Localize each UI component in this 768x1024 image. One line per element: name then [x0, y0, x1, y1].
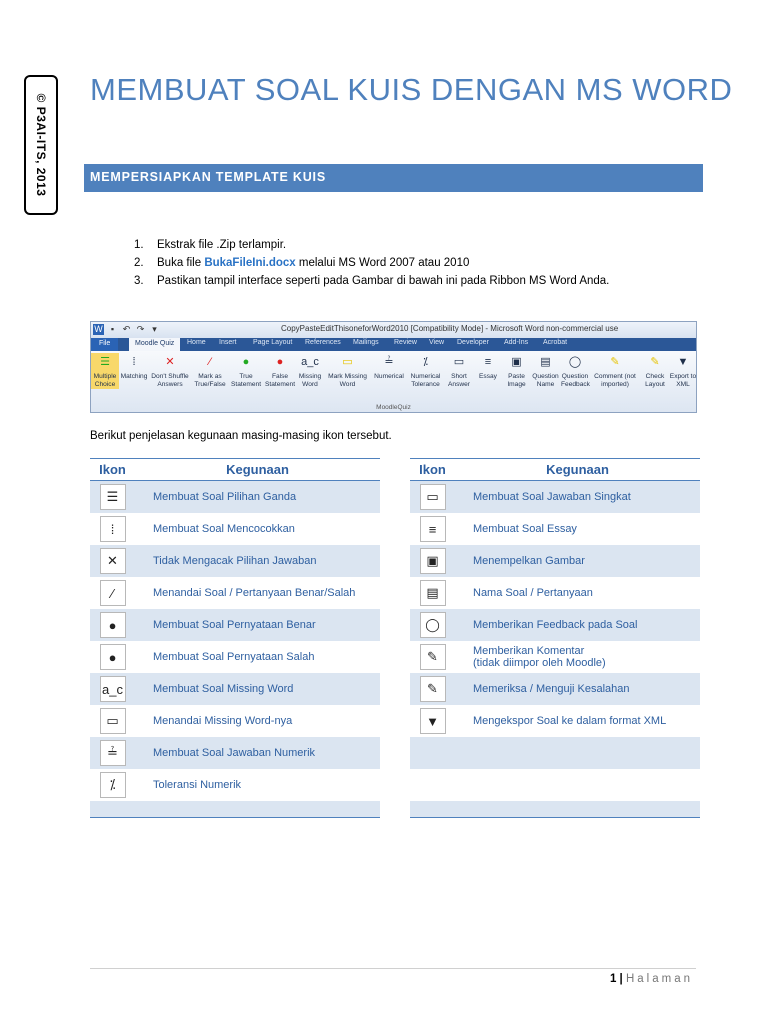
header-use: Kegunaan: [455, 459, 700, 481]
ribbon-button[interactable]: [669, 353, 697, 389]
page-footer: [610, 973, 693, 985]
false-statement-icon: ●: [276, 356, 284, 368]
ribbon-tab[interactable]: References: [305, 339, 341, 346]
icon-cell: [90, 513, 135, 545]
ribbon-button[interactable]: [119, 353, 149, 381]
ribbon-button[interactable]: [530, 353, 561, 389]
use-text: Membuat Soal Essay: [473, 523, 577, 535]
ribbon-button-label: True Statement: [230, 373, 262, 388]
short-answer-icon: ▭: [420, 484, 446, 510]
table-row: [410, 609, 700, 641]
ribbon-button-label: False Statement: [264, 373, 296, 388]
use-cell: [455, 545, 700, 577]
use-text: Memberikan Komentar: [473, 645, 585, 657]
export-icon: ▼: [677, 356, 689, 368]
ribbon-tab[interactable]: Add-Ins: [504, 339, 529, 346]
essay-icon: ≡: [484, 356, 492, 368]
export-icon: ▼: [420, 708, 446, 734]
true-false-icon: ⁄: [100, 580, 126, 606]
table-row: [90, 577, 380, 609]
icon-cell: [410, 769, 455, 801]
ribbon-button[interactable]: [323, 353, 372, 389]
matching-icon: ⁞: [100, 516, 126, 542]
icon-cell: [410, 705, 455, 737]
step-text: Ekstrak file .Zip terlampir.: [157, 239, 287, 251]
use-cell: [455, 513, 700, 545]
use-cell: [135, 609, 380, 641]
table-row: [90, 705, 380, 737]
ribbon-button[interactable]: [641, 353, 669, 389]
copyright-text: © P3AI-ITS, 2013: [34, 93, 48, 197]
icon-cell: [410, 609, 455, 641]
use-text: Tidak Mengacak Pilihan Jawaban: [153, 555, 317, 567]
ribbon-button-label: Numerical Tolerance: [410, 373, 441, 388]
question-name-icon: ▤: [420, 580, 446, 606]
footer-label: Halaman: [625, 973, 693, 985]
step-number: 2.: [134, 257, 144, 269]
quick-access-toolbar: [91, 322, 696, 338]
ribbon-tab[interactable]: Mailings: [353, 339, 379, 346]
steps-list: [134, 236, 609, 290]
ribbon-button-label: Don't Shuffle Answers: [151, 373, 189, 388]
use-text: Membuat Soal Pilihan Ganda: [153, 491, 297, 503]
table-row: [410, 513, 700, 545]
file-link[interactable]: BukaFileIni.docx: [204, 257, 296, 269]
ribbon-button-label: Short Answer: [448, 373, 470, 388]
paste-image-icon: ▣: [420, 548, 446, 574]
ribbon-tab[interactable]: Review: [394, 339, 417, 346]
use-text: Membuat Soal Mencocokkan: [153, 523, 295, 535]
step-text-pre: Buka file: [157, 257, 205, 269]
use-cell: [455, 673, 700, 705]
use-cell: [455, 481, 700, 514]
icon-cell: [410, 481, 455, 514]
table-row: [90, 769, 380, 801]
step-text: Pastikan tampil interface seperti pada Gambar di bawah ini pada Ribbon MS Word Anda.: [157, 275, 610, 287]
ribbon-button-label: Export to XML: [669, 373, 697, 388]
ribbon-tab[interactable]: Page Layout: [253, 339, 293, 346]
ribbon-button-label: Paste Image: [507, 373, 526, 388]
page-title: MEMBUAT SOAL KUIS DENGAN MS WORD: [90, 72, 733, 107]
use-cell: [455, 705, 700, 737]
table-row: [90, 737, 380, 769]
ribbon-tab[interactable]: Insert: [219, 339, 237, 346]
ribbon-tab[interactable]: Moodle Quiz: [129, 338, 180, 351]
icon-cell: [90, 609, 135, 641]
step-number: 1.: [134, 239, 144, 251]
ribbon-button[interactable]: [263, 353, 297, 389]
true-false-icon: ⁄: [209, 356, 211, 368]
icon-cell: [410, 577, 455, 609]
save-icon[interactable]: ▪: [110, 324, 115, 334]
use-cell: [135, 513, 380, 545]
table-row: [410, 481, 700, 514]
use-cell: [135, 577, 380, 609]
use-text: Menandai Missing Word-nya: [153, 715, 293, 727]
numerical-icon: ≟: [100, 740, 126, 766]
icon-cell: [90, 673, 135, 705]
icon-cell: [410, 673, 455, 705]
use-text: Toleransi Numerik: [153, 779, 242, 791]
table-end-row: [90, 801, 380, 818]
use-text: Memeriksa / Menguji Kesalahan: [473, 683, 630, 695]
use-text: Nama Soal / Pertanyaan: [473, 587, 593, 599]
icon-cell: [410, 641, 455, 673]
ribbon-tab[interactable]: File: [91, 338, 118, 351]
section-bar: [84, 164, 703, 192]
ribbon-body: [91, 351, 696, 412]
table-row: [90, 673, 380, 705]
ribbon-button-label: Multiple Choice: [93, 373, 117, 388]
use-cell: [135, 769, 380, 801]
false-statement-icon: ●: [100, 644, 126, 670]
mark-missing-icon: ▭: [342, 356, 353, 368]
ribbon-button[interactable]: [229, 353, 263, 389]
table-row: [410, 769, 700, 801]
table-row: [90, 481, 380, 514]
icon-cell: [90, 705, 135, 737]
multiple-choice-icon: ☰: [100, 356, 110, 368]
ribbon-button[interactable]: [589, 353, 641, 389]
ribbon-button[interactable]: [406, 353, 445, 389]
ribbon-button[interactable]: [473, 353, 503, 381]
table-row: [410, 641, 700, 673]
icon-cell: [410, 545, 455, 577]
ribbon-button[interactable]: [372, 353, 406, 381]
table-row: [410, 737, 700, 769]
step-item: [134, 254, 609, 272]
footer-separator: |: [616, 973, 626, 985]
comment-icon: ✎: [610, 356, 620, 368]
empty-cell: [135, 801, 380, 818]
short-answer-icon: ▭: [453, 356, 465, 368]
use-text: Menempelkan Gambar: [473, 555, 585, 567]
icon-cell: [90, 641, 135, 673]
word-ribbon-screenshot: [90, 321, 697, 413]
check-layout-icon: ✎: [420, 676, 446, 702]
use-cell: [455, 609, 700, 641]
tolerance-icon: ⁒: [423, 356, 428, 368]
ribbon-group-label: MoodleQuiz: [376, 404, 411, 411]
feedback-icon: ◯: [420, 612, 446, 638]
table-row: [410, 577, 700, 609]
multiple-choice-icon: ☰: [100, 484, 126, 510]
ribbon-button-label: Essay: [479, 373, 497, 380]
page-number: 1: [609, 973, 617, 985]
use-cell: [455, 737, 700, 769]
icon-table-left: [90, 458, 380, 818]
use-cell: [455, 641, 700, 673]
ribbon-tab[interactable]: Home: [187, 339, 206, 346]
table-row: [90, 641, 380, 673]
copyright-tab: [24, 75, 58, 215]
ribbon-button-label: Mark Missing Word: [328, 373, 367, 388]
ribbon-button-label: Comment (not imported): [594, 373, 636, 388]
ribbon-button-label: Matching: [120, 373, 148, 380]
step-item: [134, 272, 609, 290]
ribbon-button[interactable]: [191, 353, 229, 389]
ribbon-button[interactable]: [91, 353, 119, 389]
use-cell: [135, 545, 380, 577]
header-icon: Ikon: [90, 459, 135, 481]
empty-cell: [455, 801, 700, 818]
ribbon-tab[interactable]: Acrobat: [543, 339, 568, 346]
use-text: Membuat Soal Missing Word: [153, 683, 294, 695]
question-name-icon: ▤: [540, 356, 551, 368]
ribbon-button-label: Question Name: [532, 373, 559, 388]
header-use: Kegunaan: [135, 459, 380, 481]
comment-icon: ✎: [420, 644, 446, 670]
table-end-row: [410, 801, 700, 818]
use-cell: [135, 705, 380, 737]
matching-icon: ⁞: [132, 356, 136, 368]
numerical-icon: ≟: [384, 356, 394, 368]
table-row: [410, 673, 700, 705]
ribbon-tab[interactable]: Developer: [457, 339, 489, 346]
ribbon-button-label: Question Feedback: [561, 373, 590, 388]
step-number: 3.: [134, 275, 144, 287]
word-logo-icon: W: [94, 324, 103, 334]
explanation-text: Berikut penjelasan kegunaan masing-masing ikon tersebut.: [90, 430, 392, 442]
icon-cell: [90, 769, 135, 801]
step-text-post: melalui MS Word 2007 atau 2010: [295, 257, 470, 269]
ribbon-button[interactable]: [149, 353, 191, 389]
missing-word-icon: a_c: [100, 676, 126, 702]
ribbon-button[interactable]: [503, 353, 530, 389]
use-cell: [135, 673, 380, 705]
icon-cell: [90, 737, 135, 769]
use-text: Membuat Soal Pernyataan Salah: [153, 651, 315, 663]
use-cell: [455, 769, 700, 801]
no-shuffle-icon: ✕: [100, 548, 126, 574]
icon-cell: [410, 513, 455, 545]
tolerance-icon: ⁒: [100, 772, 126, 798]
table-row: [90, 609, 380, 641]
icon-table-right: [410, 458, 700, 818]
paste-image-icon: ▣: [511, 356, 522, 368]
ribbon-button-label: Check Layout: [645, 373, 665, 388]
ribbon-tab[interactable]: View: [429, 339, 445, 346]
use-cell: [455, 577, 700, 609]
feedback-icon: ◯: [568, 356, 582, 368]
undo-icon[interactable]: ↶: [122, 324, 131, 334]
use-text: Membuat Soal Pernyataan Benar: [153, 619, 316, 631]
icon-cell: [90, 481, 135, 514]
use-text: Menandai Soal / Pertanyaan Benar/Salah: [153, 587, 356, 599]
use-text-note: (tidak diimpor oleh Moodle): [473, 657, 606, 669]
use-text: Membuat Soal Jawaban Singkat: [473, 491, 631, 503]
step-item: [134, 236, 609, 254]
ribbon-button[interactable]: [445, 353, 473, 389]
ribbon-button-label: Missing Word: [298, 373, 322, 388]
essay-icon: ≡: [420, 516, 446, 542]
table-row: [90, 513, 380, 545]
empty-cell: [90, 801, 135, 818]
use-text: Memberikan Feedback pada Soal: [473, 619, 638, 631]
customize-icon[interactable]: ▾: [152, 324, 157, 334]
ribbon-button-label: Numerical: [374, 373, 404, 380]
use-cell: [135, 737, 380, 769]
ribbon-button[interactable]: [561, 353, 589, 389]
window-title: CopyPasteEditThisoneforWord2010 [Compatibility Mode] - Microsoft Word non-commercial use: [281, 324, 619, 333]
header-icon: Ikon: [410, 459, 455, 481]
use-cell: [135, 641, 380, 673]
icon-cell: [410, 737, 455, 769]
section-title: MEMPERSIAPKAN TEMPLATE KUIS: [90, 170, 326, 184]
use-text: Mengekspor Soal ke dalam format XML: [473, 715, 667, 727]
ribbon-tabs: [91, 338, 696, 351]
footer-divider: [90, 968, 696, 969]
table-row: [410, 545, 700, 577]
table-row: [410, 705, 700, 737]
redo-icon[interactable]: ↷: [136, 324, 145, 334]
no-shuffle-icon: ✕: [165, 356, 175, 368]
table-row: [90, 545, 380, 577]
icon-cell: [90, 545, 135, 577]
ribbon-button-label: Mark as True/False: [194, 373, 226, 388]
use-text: Membuat Soal Jawaban Numerik: [153, 747, 316, 759]
icon-cell: [90, 577, 135, 609]
empty-cell: [410, 801, 455, 818]
use-cell: [135, 481, 380, 514]
true-statement-icon: ●: [100, 612, 126, 638]
mark-missing-icon: ▭: [100, 708, 126, 734]
check-layout-icon: ✎: [650, 356, 660, 368]
ribbon-button[interactable]: [297, 353, 323, 389]
missing-word-icon: a_c: [301, 356, 319, 368]
true-statement-icon: ●: [242, 356, 250, 368]
